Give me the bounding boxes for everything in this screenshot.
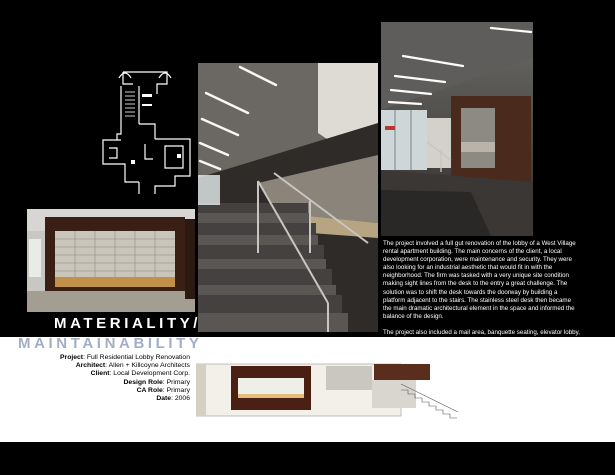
elevation-drawing xyxy=(196,350,464,430)
meta-architect-label: Architect xyxy=(75,362,106,370)
title-materiality: MATERIALITY/ xyxy=(54,315,202,332)
meta-project-value: Full Residential Lobby Renovation xyxy=(86,354,190,361)
title-maintainability: MAINTAINABILITY xyxy=(18,335,203,352)
description-paragraph-2: The project also included a mail area, banquette seating, elevator lobby, completely new finishes and lighting throughout. xyxy=(383,328,580,345)
meta-ca-role-label: CA Role xyxy=(136,386,163,394)
stair-photo xyxy=(198,63,378,332)
bottom-band xyxy=(0,442,615,475)
meta-ca-role-row: CA Role: Primary xyxy=(136,386,190,394)
meta-architect-row: Architect: Allen + Killcoyne Architects xyxy=(75,362,190,370)
meta-client-value: Local Development Corp. xyxy=(113,370,190,378)
floor-plan-drawing xyxy=(95,64,195,199)
meta-ca-role-value: Primary xyxy=(166,386,190,394)
meta-architect-value: Allen + Killcoyne Architects xyxy=(108,362,190,370)
meta-date-value: 2006 xyxy=(174,395,190,403)
meta-client-row: Client: Local Development Corp. xyxy=(90,370,190,378)
mailroom-photo xyxy=(27,209,195,312)
meta-date-row: Date: 2006 xyxy=(156,395,190,403)
project-description xyxy=(383,240,581,345)
meta-project-row: Project: Full Residential Lobby Renovation xyxy=(60,354,190,361)
meta-project-label: Project xyxy=(60,354,84,361)
project-metadata xyxy=(52,354,190,403)
meta-design-role-value: Primary xyxy=(166,378,190,386)
meta-client-label: Client xyxy=(90,370,110,378)
lobby-photo xyxy=(381,22,533,236)
meta-design-role-row: Design Role: Primary xyxy=(123,378,190,386)
meta-date-label: Date xyxy=(156,395,172,403)
description-paragraph-1: The project involved a full gut renovation of the lobby of a West Village rental apartment building. The main concerns of the client, a local development corporation, were maintenance and security. They were also looking for an industrial aesthetic that would fit in with the neighborhood. The firm was tasked with a very unique site condition making sight lines from the desk to the entry a great challenge. The solution was to shift the desk towards the doorway by building a platform adjacent to the stairs. The stainless steel desk then became the main dramatic architectural element in the space and informed the balance of the design. xyxy=(383,240,576,320)
meta-design-role-label: Design Role xyxy=(123,378,163,386)
